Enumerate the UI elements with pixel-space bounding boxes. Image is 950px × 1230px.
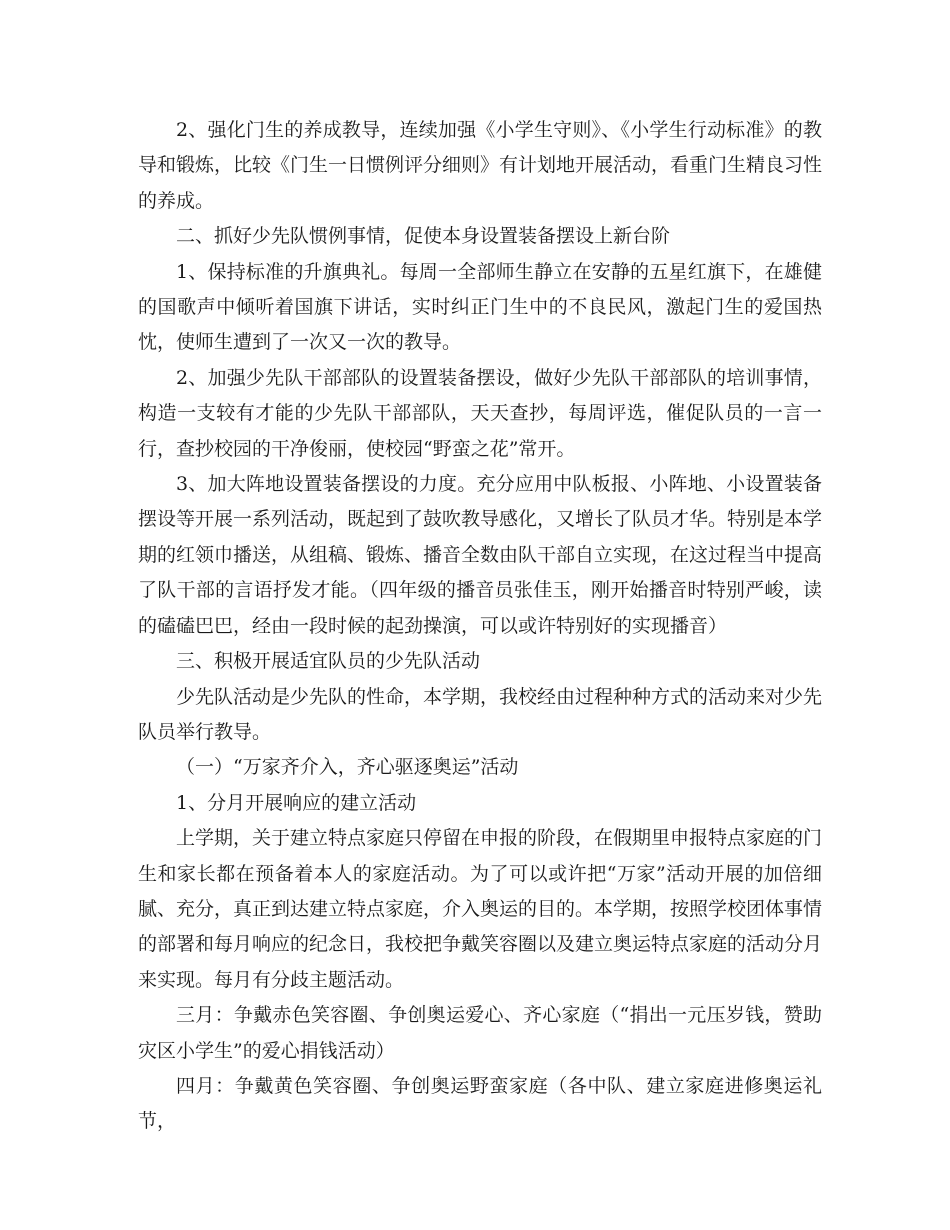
- paragraph-cadre-team: 2、加强少先队干部部队的设置装备摆设，做好少先队干部部队的培训事情，构造一支较有才能的少先队干部部队，天天查抄，每周评选，催促队员的一言一行，查抄校园的干净俊丽，使校园“野蛮之花”常开。: [138, 366, 822, 460]
- document-body: [138, 113, 822, 1140]
- heading-section-two: 二、抓好少先队惯例事情，促使本身设置装备摆设上新台阶: [176, 225, 671, 248]
- heading-monthly-activities: 1、分月开展响应的建立活动: [176, 791, 417, 814]
- paragraph-habit-education: 2、强化门生的养成教导，连续加强《小学生守则》、《小学生行动标准》的教导和锻炼，比较《门生一日惯例评分细则》有计划地开展活动，看重门生精良习性的养成。: [138, 119, 823, 212]
- heading-subsection-one: （一）“万家齐介入，齐心驱逐奥运”活动: [176, 756, 519, 779]
- paragraph-march: 三月：争戴赤色笑容圈、争创奥运爱心、齐心家庭（“捐出一元压岁钱，赞助灾区小学生”的爱心捐钱活动）: [138, 1004, 822, 1062]
- heading-section-three: 三、积极开展适宜队员的少先队活动: [176, 650, 481, 673]
- paragraph-position-building: 3、加大阵地设置装备摆设的力度。充分应用中队板报、小阵地、小设置装备摆设等开展一系列活动，既起到了鼓吹教导感化，又增长了队员才华。特别是本学期的红领巾播送，从组稿、锻炼、播音全数由队干部自立实现，在这过程当中提高了队干部的言语抒发才能。（四年级的播音员张佳玉，刚开始播音时特别严峻，读的磕磕巴巴，经由一段时候的起劲操演，可以或许特别好的实现播音）: [138, 473, 823, 637]
- paragraph-flag-ceremony: 1、保持标准的升旗典礼。每周一全部师生静立在安静的五星红旗下，在雄健的国歌声中倾听着国旗下讲话，实时纠正门生中的不良民风，激起门生的爱国热忱，使师生遭到了一次又一次的教导。: [138, 260, 822, 354]
- paragraph-family-activities: 上学期，关于建立特点家庭只停留在申报的阶段，在假期里申报特点家庭的门生和家长都在预备着本人的家庭活动。为了可以或许把“万家”活动开展的加倍细腻、充分，真正到达建立特点家庭，介入奥运的目的。本学期，按照学校团体事情的部署和每月响应的纪念日，我校把争戴笑容圈以及建立奥运特点家庭的活动分月来实现。每月有分歧主题活动。: [138, 827, 823, 991]
- paragraph-april: 四月：争戴黄色笑容圈、争创奥运野蛮家庭（各中队、建立家庭进修奥运礼节，: [138, 1074, 822, 1133]
- paragraph-activities-intro: 少先队活动是少先队的性命，本学期，我校经由过程种种方式的活动来对少先队员举行教导。: [138, 685, 823, 743]
